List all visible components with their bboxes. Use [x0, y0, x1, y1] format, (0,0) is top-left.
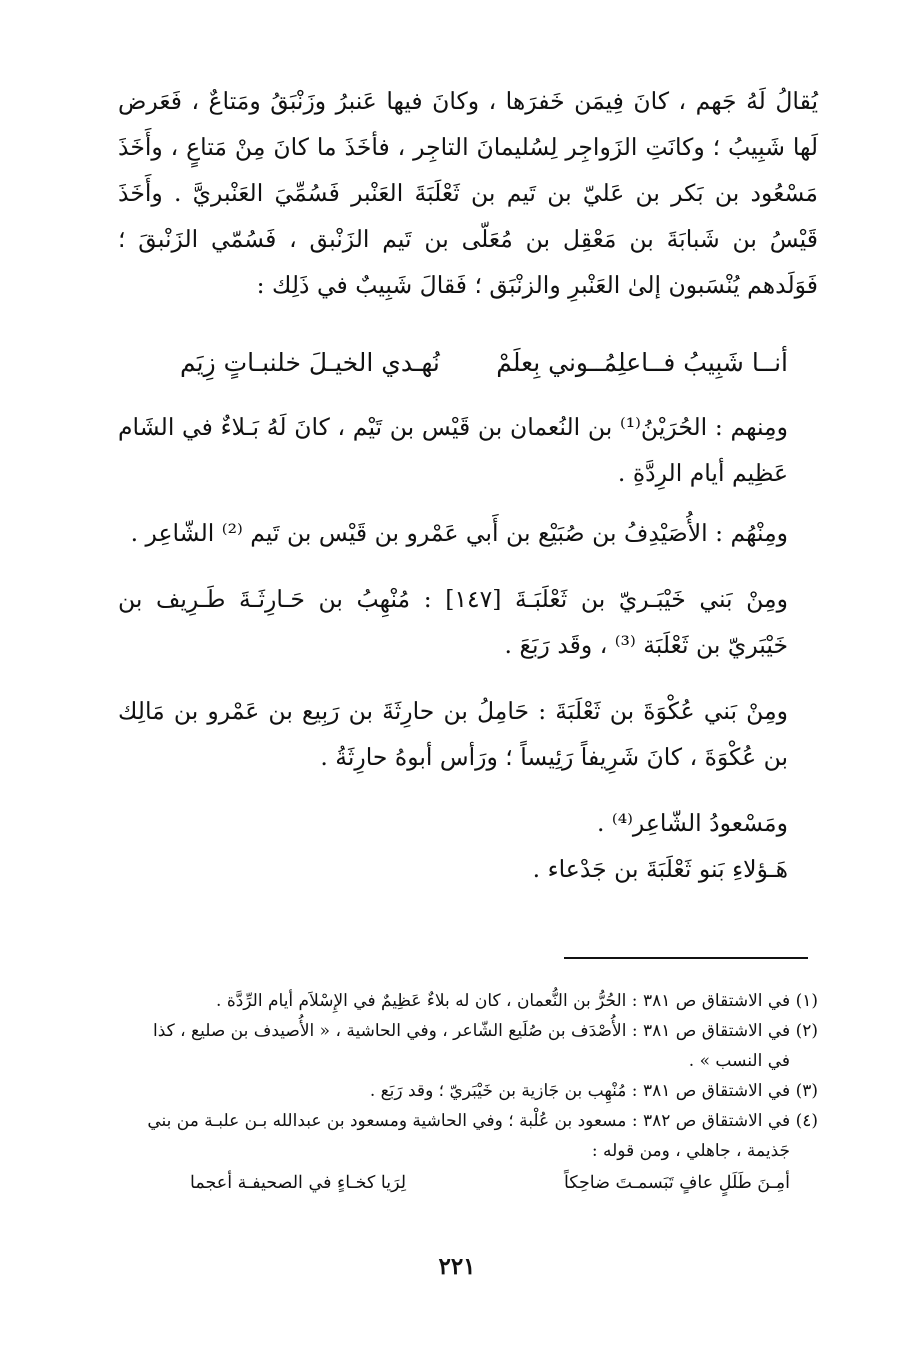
footnote-2: (٢) في الاشتقاق ص ٣٨١ : الأُصْدَف بن صُلَيع الشّاعر ، وفي الحاشية ، « الأُصيدف بن صليع ، كذا: [152, 1021, 818, 1041]
footnote-1: (١) في الاشتقاق ص ٣٨١ : الحُرُّ بن النُّعمان ، كان له بلاءٌ عَظِيمٌ في الإِسْلاَم أيام الرِّدَّة .: [216, 991, 818, 1011]
paragraph-huraynu: ومِنهم : الحُرَيْنُ⁽¹⁾ بن النُعمان بن قَيْس بن تَيْم ، كانَ لَهُ بَـلاءٌ في الشَام عَظِيم أيام الرِدَّةِ .: [118, 413, 788, 487]
footnotes: [100, 986, 818, 1198]
main-text: [118, 78, 818, 892]
paragraph-usaydif: ومِنْهُم : الأُصَيْدِفُ بن صُبَيْع بن أَبي عَمْرو بن قَيْس بن تَيم ⁽²⁾ الشّاعِر .: [130, 519, 788, 547]
footnote-4-verse: [100, 1168, 818, 1198]
verse-hemistich-first: أنــا شَبِيبُ فــاعلِمُــوني بِعلَمْ: [496, 348, 788, 377]
footnote-divider: [564, 957, 808, 959]
paragraph-masud: ومَسْعودُ الشّاعِر⁽⁴⁾ .: [596, 809, 788, 837]
paragraph-khaybari: ومِنْ بَني خَيْبَـريّ بن ثَعْلَبَـةَ [١٤٧] : مُنْهِبُ بن حَـارِثَـةَ طَـرِيف بن خَيْبَريّ بن ثَعْلَبَة ⁽³⁾ ، وقَد رَبَعَ .: [118, 585, 788, 659]
footnote-3: (٣) في الاشتقاق ص ٣٨١ : مُنْهِب بن جَازية بن خَيْبَريّ ؛ وقد رَبَع .: [369, 1081, 818, 1101]
paragraph-ukwa: ومِنْ بَني عُكْوَةَ بن ثَعْلَبَةَ : حَامِلُ بن حارِثَةَ بن رَبِيع بن عَمْرو بن مَالِك بن عُكْوَةَ ، كانَ شَرِيفاً رَئِيساً ؛ ورَأس أبوهُ حارِثَةُ .: [118, 697, 788, 771]
paragraph-closing: هَـؤلاءِ بَنو ثَعْلَبَةَ بن جَدْعاء .: [532, 855, 788, 883]
footnote-4: (٤) في الاشتقاق ص ٣٨٢ : مسعود بن عُلْبة ؛ وفي الحاشية ومسعود بن عبدالله بـن علبـة من بني: [147, 1111, 818, 1131]
poem-verse: [118, 340, 818, 386]
footnote-verse-first: أمِـنَ طَلَلٍ عافٍ تَبَسمـتَ ضاحِكاً: [563, 1173, 790, 1193]
paragraph-shabib-story: يُقالُ لَهُ جَهم ، كانَ فِيمَن خَفرَها ، وكانَ فيها عَنبرُ وزَنْبَقُ ومَتاعٌ ، فَعَرض لَها شَبِيبُ ؛ وكانَتِ الزَواجِر لِسُليمانَ التاجِر ، فأخَذَ ما كانَ مِنْ مَتاعٍ ، وأَخَذَ مَسْعُود بن بَكر بن عَليّ بن تَيم بن ثَعْلَبَةَ العَنْبر فَسُمِّيَ العَنْبريَّ . وأَخَذَ قَيْسُ بن شَبابَةَ بن مَعْقِل بن مُعَلّى بن تَيم الزَنْبق ، فَسُمّي الزَنْبقَ ؛ فَوَلَدهم يُنْسَبون إلىٰ العَنْبرِ والزنْبَق ؛ فَقالَ شَبِيبٌ في ذَلِك :: [118, 87, 818, 299]
footnote-2-continued: في النسب » .: [688, 1051, 790, 1071]
page-number: ٢٢١: [438, 1253, 476, 1280]
footnote-verse-second: لِرَيا كخـاءٍ في الصحيفـة أعجما: [190, 1173, 407, 1193]
footnote-4-continued: جَذيمة ، جاهلي ، ومن قوله :: [591, 1141, 790, 1161]
verse-hemistich-second: نُهـدي الخيـلَ خلنبـاتٍ زِيَم: [180, 348, 440, 377]
